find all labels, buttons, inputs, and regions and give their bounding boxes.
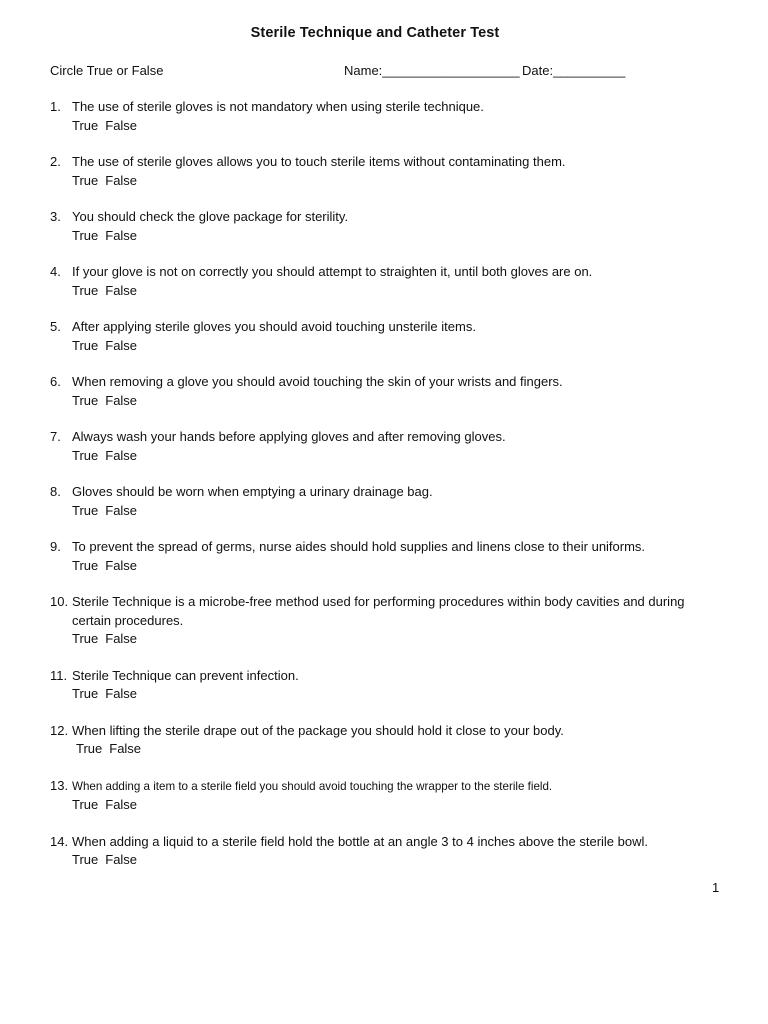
question-text: Sterile Technique can prevent infection. — [72, 667, 299, 683]
question-list — [50, 98, 710, 888]
option-true[interactable]: True — [72, 631, 99, 646]
question-text: When removing a glove you should avoid touching the skin of your wrists and fingers. — [72, 374, 563, 389]
answer-options — [72, 502, 710, 521]
question-item — [50, 593, 710, 649]
option-false[interactable]: False — [105, 447, 138, 463]
option-true[interactable]: True — [72, 282, 99, 298]
page-title: Sterile Technique and Catheter Test — [250, 25, 500, 41]
option-false[interactable]: False — [105, 797, 138, 812]
question-number: 4. — [50, 264, 61, 279]
question-text: Sterile Technique is a microbe-free method used for performing procedures within body cavities and during certain procedures. — [72, 594, 685, 628]
option-true[interactable]: True — [72, 227, 99, 243]
question-item — [50, 667, 710, 704]
question-text: When lifting the sterile drape out of the package you should hold it close to your body. — [72, 722, 564, 738]
answer-options — [72, 392, 710, 411]
answer-options — [72, 685, 710, 704]
page-number: 1 — [712, 880, 720, 895]
option-false[interactable]: False — [105, 172, 138, 188]
option-true[interactable]: True — [76, 741, 103, 756]
question-text: To prevent the spread of germs, nurse aides should hold supplies and linens close to their uniforms. — [72, 539, 646, 554]
question-number: 2. — [50, 154, 61, 169]
answer-options — [72, 851, 710, 870]
question-item — [50, 777, 710, 815]
instructions: Circle True or False — [50, 63, 164, 78]
answer-options — [72, 337, 710, 356]
option-true[interactable]: True — [72, 557, 99, 573]
option-true[interactable]: True — [72, 337, 99, 353]
question-number: 13. — [50, 777, 69, 793]
question-text: When adding a liquid to a sterile field hold the bottle at an angle 3 to 4 inches above the sterile bowl. — [72, 833, 648, 849]
question-number: 1. — [50, 99, 61, 114]
question-text: You should check the glove package for sterility. — [72, 209, 349, 224]
question-number: 6. — [50, 374, 61, 389]
option-false[interactable]: False — [105, 686, 138, 701]
option-false[interactable]: False — [105, 227, 138, 243]
question-text: If your glove is not on correctly you should attempt to straighten it, until both gloves are on. — [72, 264, 593, 279]
option-false[interactable]: False — [105, 282, 138, 298]
question-number: 11. — [50, 667, 68, 683]
question-item — [50, 722, 710, 759]
option-false[interactable]: False — [105, 557, 138, 573]
answer-options — [72, 172, 710, 191]
question-number: 12. — [50, 722, 69, 738]
question-text: When adding a item to a sterile field you should avoid touching the wrapper to the sterile field. — [72, 779, 553, 793]
question-text: The use of sterile gloves allows you to touch sterile items without contaminating them. — [72, 154, 566, 169]
answer-options — [72, 227, 710, 246]
question-item — [50, 483, 710, 520]
option-true[interactable]: True — [72, 852, 99, 867]
question-item — [50, 373, 710, 410]
question-number: 10. — [50, 594, 69, 609]
answer-options — [72, 557, 710, 576]
question-item — [50, 208, 710, 245]
answer-options — [72, 740, 710, 759]
question-text: Gloves should be worn when emptying a urinary drainage bag. — [72, 484, 433, 499]
question-item — [50, 538, 710, 575]
option-true[interactable]: True — [72, 117, 99, 133]
option-true[interactable]: True — [72, 172, 99, 188]
option-true[interactable]: True — [72, 447, 99, 463]
question-item — [50, 428, 710, 465]
question-item — [50, 833, 710, 870]
answer-options — [72, 630, 710, 649]
question-number: 14. — [50, 833, 69, 849]
question-number: 5. — [50, 319, 61, 334]
answer-options — [72, 117, 710, 136]
option-false[interactable]: False — [105, 392, 138, 408]
name-field[interactable]: Name:___________________ — [344, 63, 520, 78]
question-item — [50, 153, 710, 190]
question-item — [50, 98, 710, 135]
option-false[interactable]: False — [105, 631, 138, 646]
question-number: 3. — [50, 209, 61, 224]
answer-options — [72, 282, 710, 301]
question-text: Always wash your hands before applying gloves and after removing gloves. — [72, 429, 506, 444]
date-field[interactable]: Date:__________ — [522, 63, 626, 78]
option-true[interactable]: True — [72, 392, 99, 408]
option-true[interactable]: True — [72, 797, 99, 812]
question-text: The use of sterile gloves is not mandatory when using sterile technique. — [72, 99, 484, 114]
question-number: 7. — [50, 429, 61, 444]
question-item — [50, 263, 710, 300]
option-false[interactable]: False — [109, 741, 142, 756]
question-number: 9. — [50, 539, 61, 554]
option-false[interactable]: False — [105, 117, 138, 133]
answer-options — [72, 796, 710, 815]
option-true[interactable]: True — [72, 502, 99, 518]
question-item — [50, 318, 710, 355]
option-true[interactable]: True — [72, 686, 99, 701]
answer-options — [72, 447, 710, 466]
option-false[interactable]: False — [105, 852, 138, 867]
question-number: 8. — [50, 484, 61, 499]
question-text: After applying sterile gloves you should avoid touching unsterile items. — [72, 319, 476, 334]
option-false[interactable]: False — [105, 337, 138, 353]
option-false[interactable]: False — [105, 502, 138, 518]
